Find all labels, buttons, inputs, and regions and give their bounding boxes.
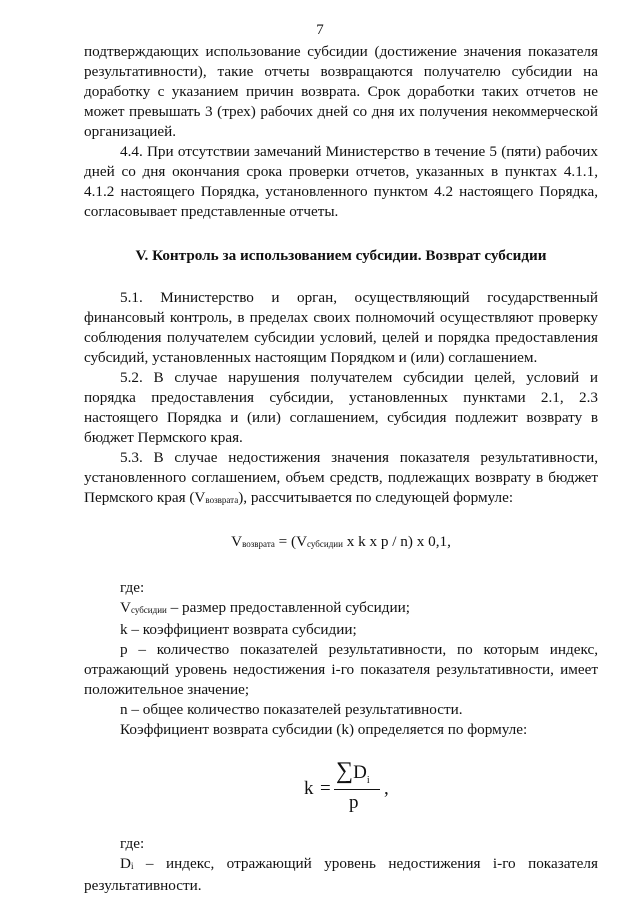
def-d-text: – индекс, отражающий уровень недостижения i-го показателя результативности.	[84, 855, 598, 894]
paragraph-continuation: подтверждающих использование субсидии (достижение значения показателя результативности), такие отчеты возвращаются получателю субсидии на доработку с указанием причин возврата. Срок доработки таких отчетов не может превышать 3 (трех) рабочих дней со дня их получения некоммерческой организацией.	[84, 43, 598, 140]
paragraph-5-3-text: 5.3. В случае недостижения значения показателя результативности, установленного соглашением, объем средств, подлежащих возврату в бюджет Пермского края (V	[84, 449, 598, 506]
formula2-d-sub: i	[366, 774, 370, 786]
where-label-2: где:	[120, 835, 145, 852]
return-formula	[84, 532, 598, 554]
def-v-sub: субсидии	[130, 605, 167, 615]
fraction-bar	[334, 789, 380, 790]
def-v-text: – размер предоставленной субсидии;	[166, 599, 410, 616]
k-intro: Коэффициент возврата субсидии (k) определяется по формуле:	[120, 721, 528, 738]
formula-mid: = (V	[274, 533, 308, 550]
paragraph-5-2: 5.2. В случае нарушения получателем субсидии целей, условий и порядка предоставления субсидии, установленных пунктами 2.1, 2.3 настоящего Порядка и (или) соглашением, субсидия подлежит возврату в бюджет Пермского края.	[84, 369, 598, 446]
definition-k: k – коэффициент возврата субсидии;	[120, 621, 357, 638]
paragraph-5-3-end: ), рассчитывается по следующей формуле:	[238, 489, 514, 506]
formula-vs-sub: субсидии	[307, 539, 343, 549]
sigma-symbol: ∑	[336, 758, 354, 784]
formula2-k: k	[304, 778, 314, 799]
definition-d	[84, 854, 598, 896]
formula-rest: x k x p / n) x 0,1,	[342, 533, 451, 550]
formula2-denominator: p	[349, 792, 359, 813]
formula2-d: D	[353, 762, 367, 783]
def-v-symbol: V	[120, 599, 131, 616]
where-label: где:	[120, 579, 145, 596]
v-return-subscript: возврата	[205, 495, 239, 505]
paragraph-5-3	[84, 448, 598, 510]
paragraph-5-1: 5.1. Министерство и орган, осуществляющий государственный финансовый контроль, в пределах своих полномочий осуществляют проверку соблюдения получателем субсидии условий, целей и порядка предоставления субсидий, установленных настоящим Порядком и (или) соглашением.	[84, 289, 598, 366]
k-formula	[84, 758, 598, 820]
definition-p: p – количество показателей результативности, по которым индекс, отражающий уровень недостижения i-го показателя результативности, имеет положительное значение;	[84, 641, 598, 698]
document-body	[84, 42, 598, 896]
page-number: 7	[316, 22, 324, 38]
paragraph-4-4: 4.4. При отсутствии замечаний Министерство в течение 5 (пяти) рабочих дней со дня окончания срока проверки отчетов, указанных в пунктах 4.1.1, 4.1.2 настоящего Порядка, установленного пунктом 4.2 настоящего Порядка, согласовывает представленные отчеты.	[84, 143, 598, 220]
definition-n: n – общее количество показателей результативности.	[120, 701, 463, 718]
def-d-sub: i	[130, 861, 134, 871]
formula-v-sub: возврата	[242, 539, 275, 549]
formula2-numerator	[336, 758, 370, 786]
section-heading: V. Контроль за использованием субсидии. Возврат субсидии	[135, 247, 547, 264]
definition-v-subsidy	[84, 598, 598, 620]
formula2-comma: ,	[384, 778, 389, 799]
formula-v: V	[231, 533, 243, 550]
def-d-symbol: D	[120, 855, 131, 872]
formula2-equals: =	[320, 778, 331, 799]
